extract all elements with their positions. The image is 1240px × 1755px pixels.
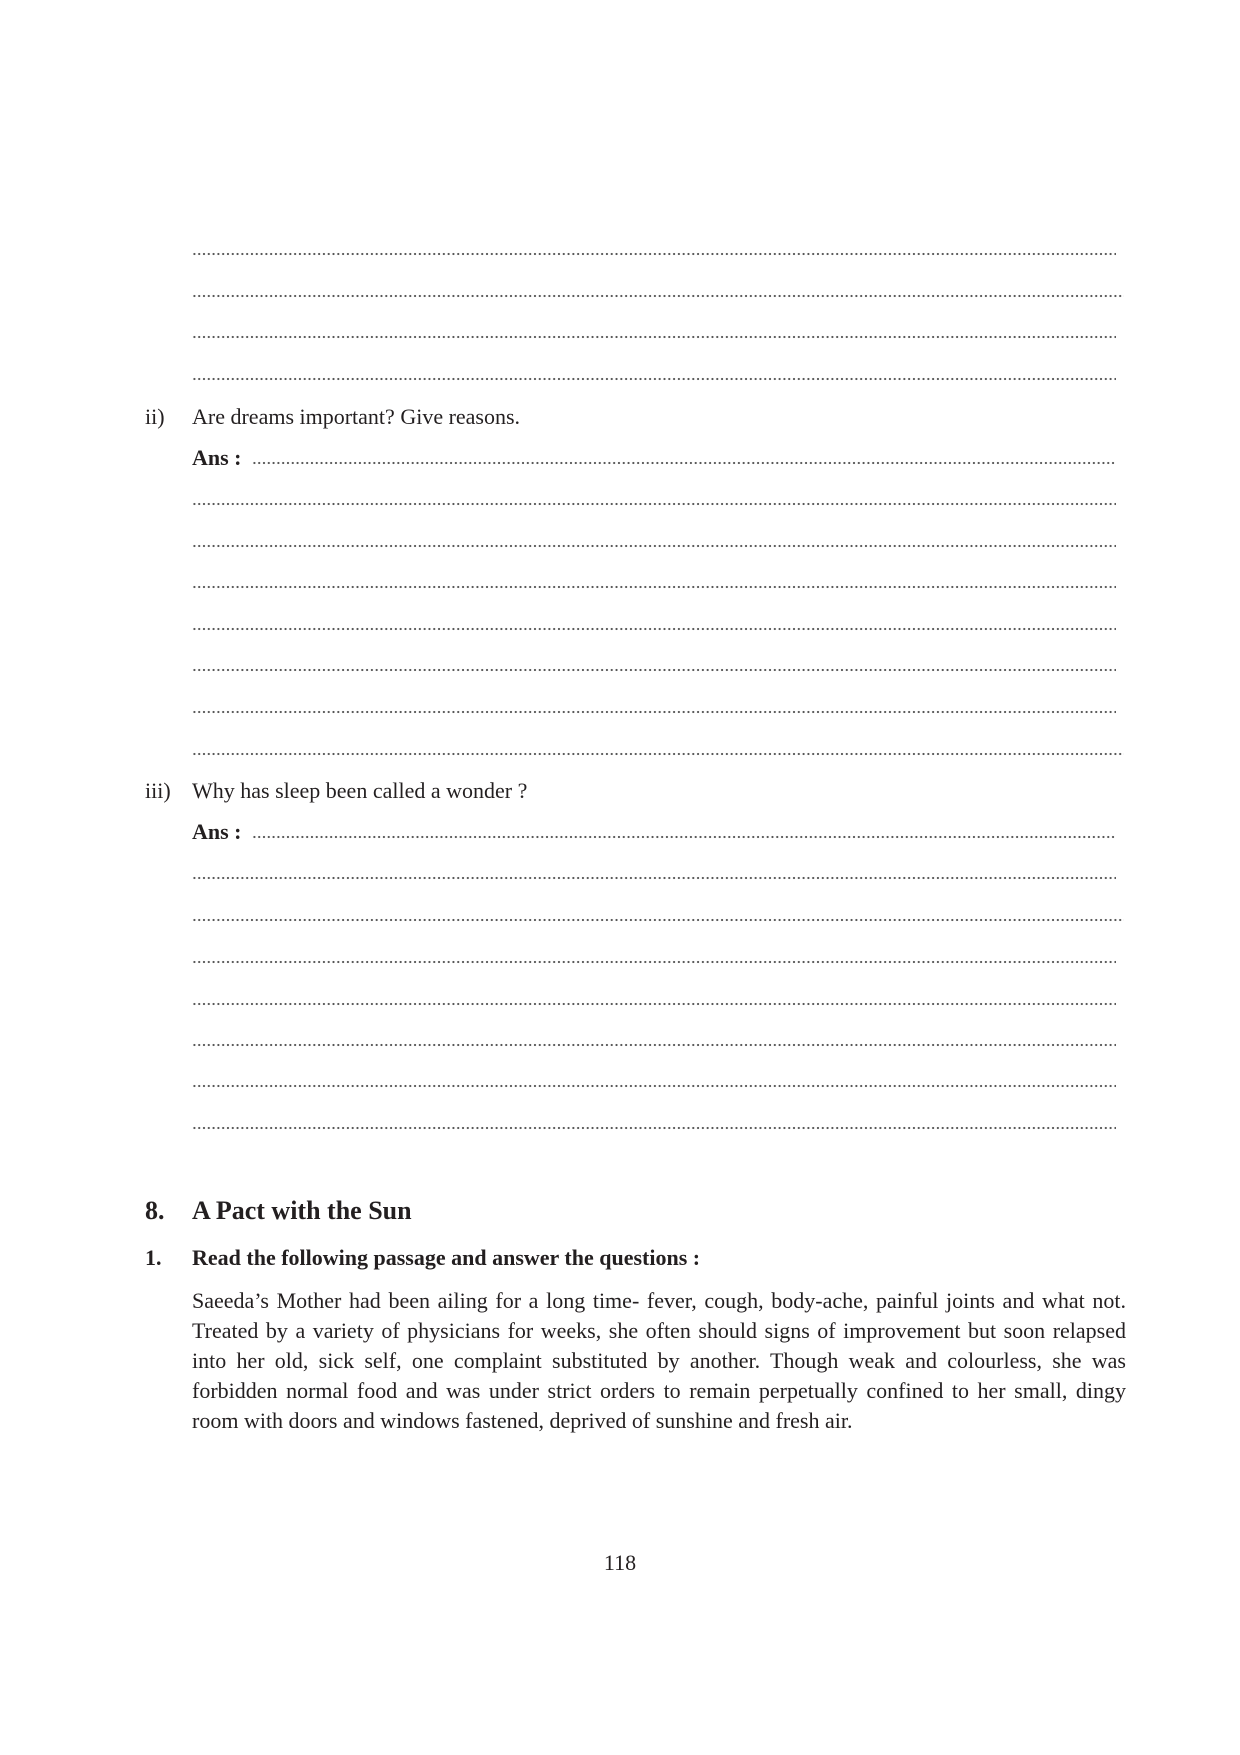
answer-line [192, 335, 1116, 339]
answer-line [192, 1043, 1116, 1047]
answer-line [192, 752, 1124, 756]
question-number: ii) [145, 404, 165, 429]
answer-line [192, 1126, 1116, 1130]
instruction-number: 1. [145, 1245, 162, 1270]
answer-line [192, 294, 1124, 298]
answer-label: Ans : [192, 819, 242, 844]
answer-line [252, 835, 1116, 839]
section-title: A Pact with the Sun [192, 1196, 412, 1225]
instruction-text: Read the following passage and answer the questions : [192, 1245, 701, 1270]
answer-label: Ans : [192, 445, 242, 470]
answer-line [192, 377, 1116, 381]
section-number: 8. [145, 1196, 165, 1225]
answer-line [192, 710, 1116, 714]
answer-line [192, 1002, 1116, 1006]
answer-line [192, 876, 1116, 880]
answer-line [192, 502, 1116, 506]
answer-line [192, 544, 1116, 548]
answer-line [192, 668, 1116, 672]
answer-line [192, 960, 1116, 964]
reading-passage: Saeeda’s Mother had been ailing for a long time- fever, cough, body-ache, painful joints and what not. Treated by a variety of physicians for weeks, she often should signs of improvement but soon relapsed into her old, sick self, one complaint substituted by another. Though weak and colourless, she was forbidden normal food and was under strict orders to remain perpetually confined to her small, dingy room with doors and windows fastened, deprived of sunshine and fresh air. [192, 1288, 1126, 1433]
answer-line [192, 627, 1116, 631]
answer-line [192, 252, 1116, 256]
question-text: Are dreams important? Give reasons. [192, 404, 521, 429]
page-number: 118 [603, 1550, 637, 1575]
question-text: Why has sleep been called a wonder ? [192, 778, 528, 803]
answer-line [192, 1084, 1116, 1088]
answer-line [252, 461, 1116, 465]
question-number: iii) [145, 778, 171, 803]
answer-line [192, 918, 1124, 922]
answer-line [192, 585, 1116, 589]
